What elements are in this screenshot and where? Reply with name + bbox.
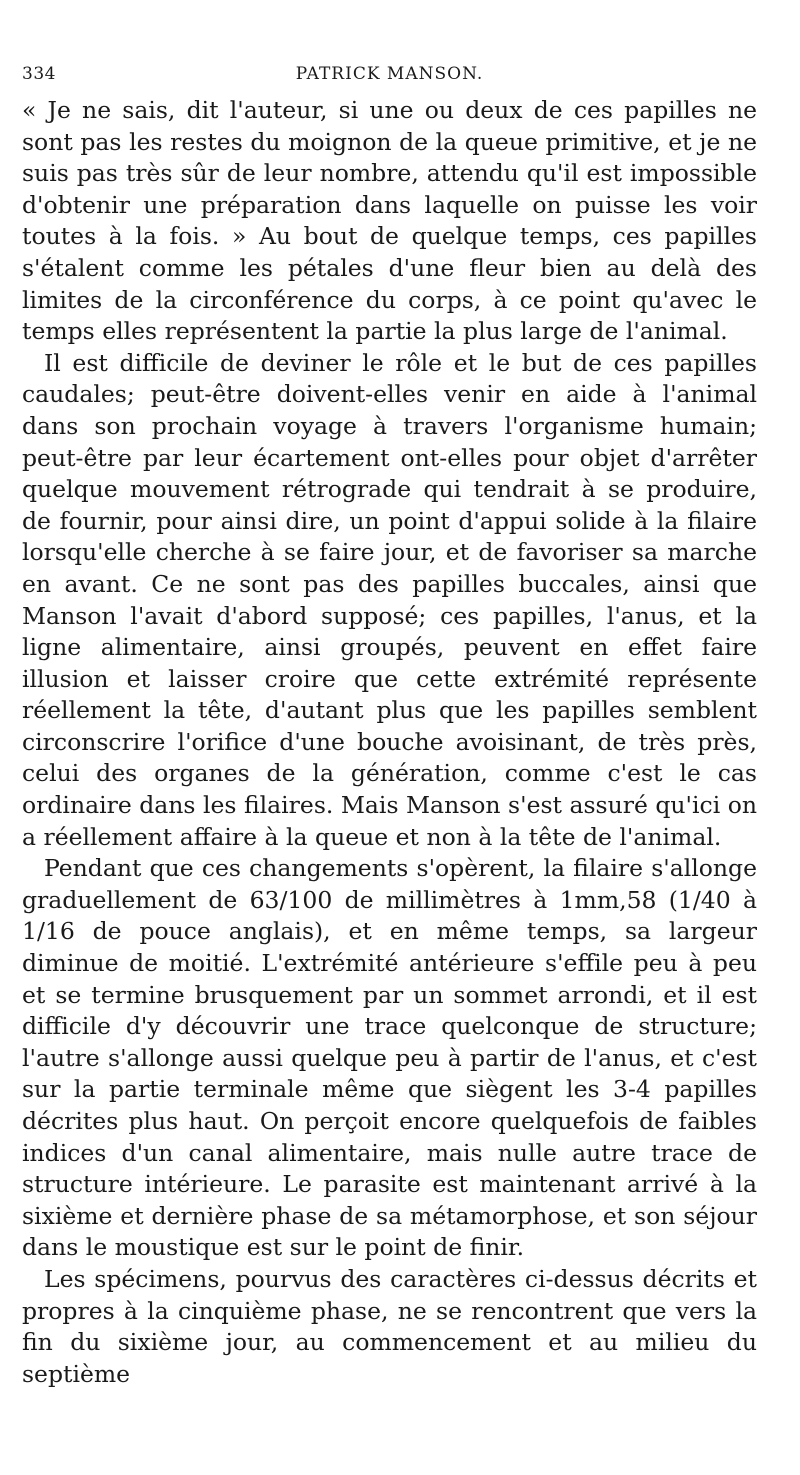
running-head: PATRICK MANSON. bbox=[295, 64, 484, 84]
body-text bbox=[22, 95, 757, 1390]
page-header bbox=[22, 64, 757, 88]
paragraph-3: Pendant que ces changements s'opèrent, la filaire s'allonge graduellement de 63/100 de millimètres à 1mm,58 (1/40 à 1/16 de pouce anglais), et en même temps, sa largeur diminue de moitié. L'extrémité antérieure s'effile peu à peu et se termine brusquement par un sommet arrondi, et il est difficile d'y découvrir une trace quelconque de structure; l'autre s'allonge aussi quelque peu à partir de l'anus, et c'est sur la partie terminale même que siègent les 3-4 papilles décrites plus haut. On perçoit encore quelquefois de faibles indices d'un canal alimentaire, mais nulle autre trace de structure intérieure. Le parasite est maintenant arrivé à la sixième et dernière phase de sa métamorphose, et son séjour dans le moustique est sur le point de finir. bbox=[22, 854, 757, 1262]
page-number: 334 bbox=[22, 64, 56, 84]
paragraph-4: Les spécimens, pourvus des caractères ci-dessus décrits et propres à la cinquième phase, ne se rencontrent que vers la fin du sixième jour, au commencement et au milieu du septième bbox=[22, 1264, 757, 1388]
paragraph-1: « Je ne sais, dit l'auteur, si une ou deux de ces papilles ne sont pas les restes du moignon de la queue primitive, et je ne suis pas très sûr de leur nombre, attendu qu'il est impossible d'obtenir une préparation dans laquelle on puisse les voir toutes à la fois. » Au bout de quelque temps, ces papilles s'étalent comme les pétales d'une fleur bien au delà des limites de la circonférence du corps, à ce point qu'avec le temps elles représentent la partie la plus large de l'animal. bbox=[22, 96, 757, 346]
paragraph-2: Il est difficile de deviner le rôle et le but de ces papilles caudales; peut-être doivent-elles venir en aide à l'animal dans son prochain voyage à travers l'organisme humain; peut-être par leur écartement ont-elles pour objet d'arrêter quelque mouvement rétrograde qui tendrait à se produire, de fournir, pour ainsi dire, un point d'appui solide à la filaire lorsqu'elle cherche à se faire jour, et de favoriser sa marche en avant. Ce ne sont pas des papilles buccales, ainsi que Manson l'avait d'abord supposé; ces papilles, l'anus, et la ligne alimentaire, ainsi groupés, peuvent en effet faire illusion et laisser croire que cette extrémité représente réellement la tête, d'autant plus que les papilles semblent circonscrire l'orifice d'une bouche avoisinant, de très près, celui des organes de la génération, comme c'est le cas ordinaire dans les filaires. Mais Manson s'est assuré qu'ici on a réellement affaire à la queue et non à la tête de l'animal. bbox=[22, 348, 757, 851]
